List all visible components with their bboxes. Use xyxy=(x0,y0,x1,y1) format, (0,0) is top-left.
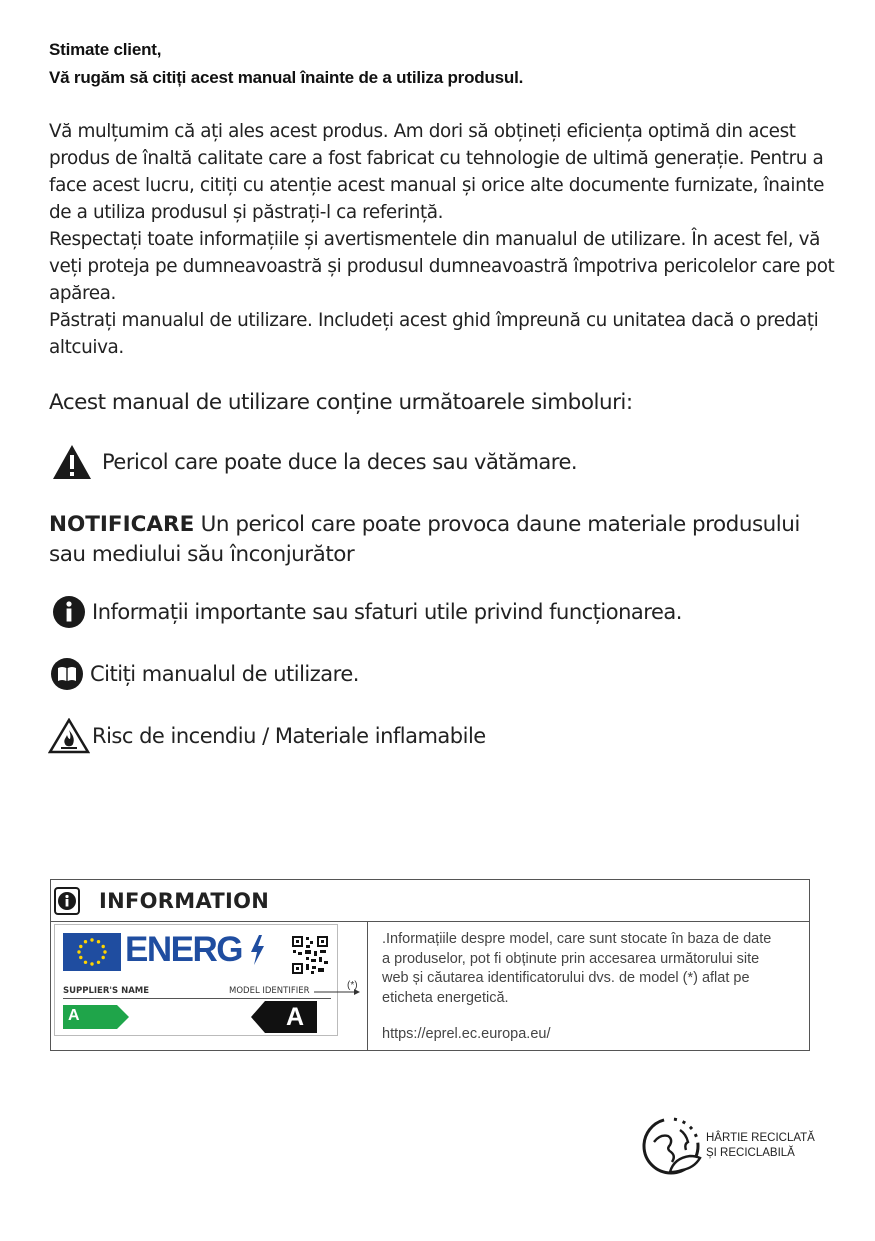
recycled-paper-icon xyxy=(640,1112,702,1178)
current-class-arrow xyxy=(251,1001,317,1033)
fire-label: Risc de incendiu / Materiale inflamabile xyxy=(92,724,486,748)
information-box xyxy=(50,879,810,1051)
energy-bolt-icon xyxy=(249,935,265,965)
symbol-manual-row xyxy=(50,654,359,694)
model-marker: (*) xyxy=(347,980,358,991)
supplier-name-label: SUPPLIER'S NAME xyxy=(63,986,150,996)
symbol-danger-row xyxy=(52,442,577,482)
info-square-icon xyxy=(54,887,80,915)
intro-text xyxy=(49,118,839,361)
intro-paragraph-1: Vă mulțumim că ați ales acest produs. Am dori să obțineți eficiența optimă din acest produs de înaltă calitate care a fost fabricat cu tehnologie de ultimă generație. Pentru a face acest lucru, citiți cu atenție acest manual și orice alte documente furnizate, înainte de a utiliza produsul și păstrați-l ca referință. xyxy=(49,121,825,223)
energy-label-sample xyxy=(54,924,338,1036)
intro-paragraph-3: Păstrați manualul de utilizare. Includeți acest ghid împreună cu unitatea dacă o predați altcuiva. xyxy=(49,310,819,358)
information-divider xyxy=(367,921,368,1051)
qr-code-icon xyxy=(291,935,329,975)
symbol-info-row xyxy=(52,592,682,632)
energy-logo-text: ENERG xyxy=(125,930,242,969)
separator-line xyxy=(63,998,331,999)
information-header xyxy=(51,880,809,922)
book-icon xyxy=(50,657,84,691)
intro-paragraph-2: Respectați toate informațiile și avertismentele din manualul de utilizare. În acest fel, vă veți proteja pe dumneavoastră și produsul dumneavoastră împotriva pericolelor care pot apărea. xyxy=(49,229,835,304)
symbol-fire-row xyxy=(48,716,486,756)
current-class-letter: A xyxy=(286,1003,305,1031)
fire-hazard-icon xyxy=(48,718,90,754)
danger-label: Pericol care poate duce la deces sau vătămare. xyxy=(102,450,578,474)
notice-keyword: NOTIFICARE xyxy=(49,512,195,537)
class-scale-letter: A xyxy=(68,1007,80,1024)
information-title: INFORMATION xyxy=(99,889,270,913)
read-manual-instruction: Vă rugăm să citiți acest manual înainte de a utiliza produsul. xyxy=(49,68,524,87)
notice-description: Un pericol care poate provoca daune materiale produsului sau mediului său înconjurător xyxy=(49,512,800,567)
manual-label: Citiți manualul de utilizare. xyxy=(90,662,359,686)
symbols-title: Acest manual de utilizare conține următoarele simboluri: xyxy=(49,390,633,415)
info-label: Informații importante sau sfaturi utile privind funcționarea. xyxy=(92,600,682,624)
info-icon xyxy=(52,595,86,629)
eu-flag xyxy=(63,933,121,971)
model-identifier-label: MODEL IDENTIFIER xyxy=(229,986,310,996)
greeting: Stimate client, xyxy=(49,40,162,59)
warning-icon xyxy=(52,444,92,480)
eprel-link[interactable]: https://eprel.ec.europa.eu/ xyxy=(382,1026,551,1042)
recycled-paper-label: HÂRTIE RECICLATĂ ȘI RECICLABILĂ xyxy=(706,1132,815,1159)
notice-text xyxy=(49,510,839,570)
information-text: .Informațiile despre model, care sunt stocate în baza de date a produselor, pot fi obținute prin accesarea următorului site web și căutarea identificatorului dvs. de model (*) aflat pe eticheta energetică. xyxy=(382,931,772,1006)
